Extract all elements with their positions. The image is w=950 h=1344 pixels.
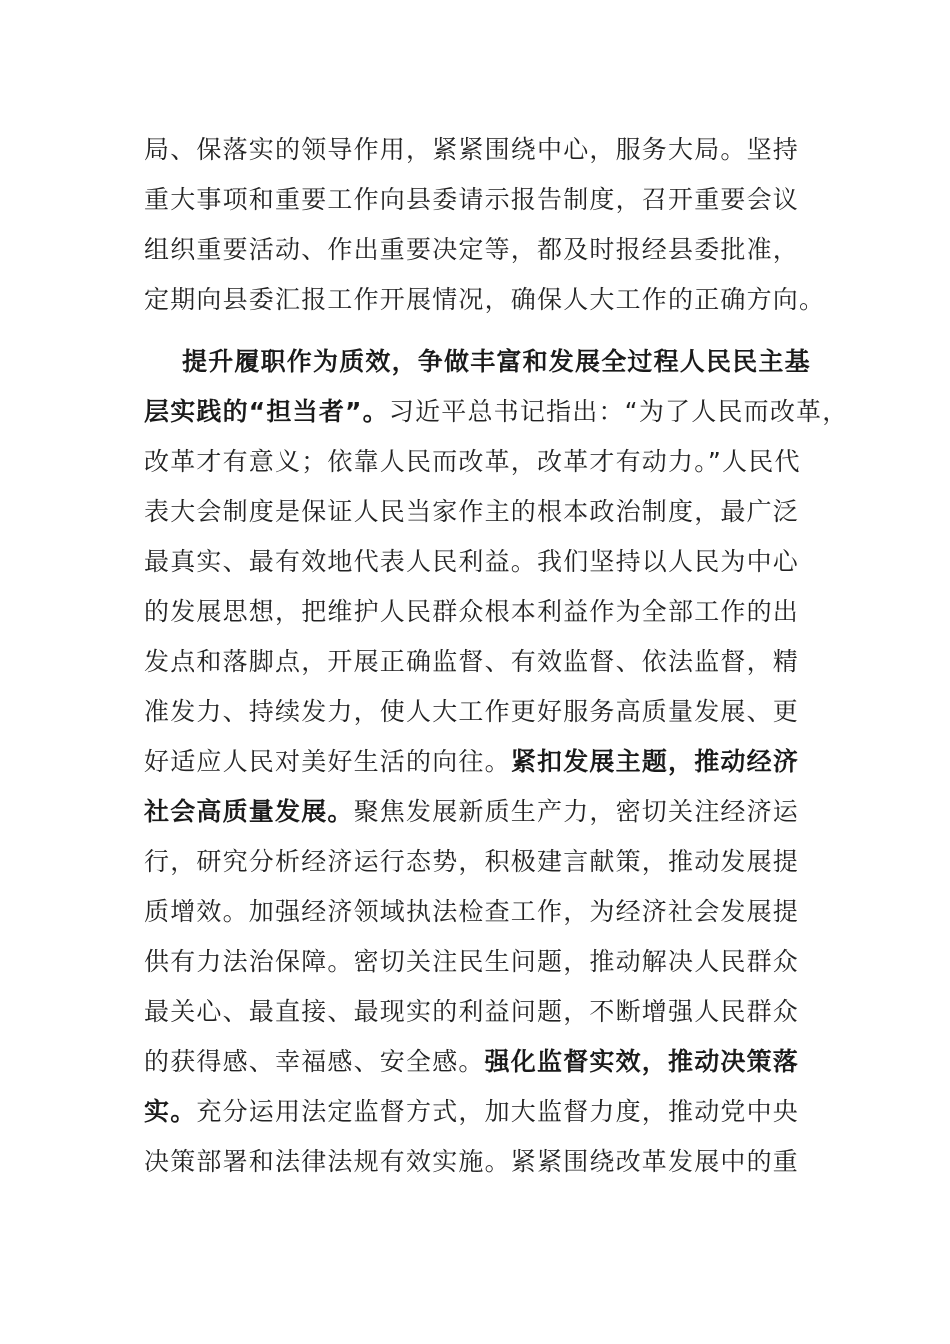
- text-line: 供有力法治保障。密切关注民生问题，推动解决人民群众: [144, 947, 800, 976]
- text-line: [144, 787, 810, 837]
- text-line: 最关心、最直接、最现实的利益问题，不断增强人民群众: [144, 997, 800, 1026]
- text-line: 发点和落脚点，开展正确监督、有效监督、依法监督，精: [144, 647, 800, 676]
- subheading-supervision-continued: 实。: [144, 1097, 197, 1126]
- paragraph-performance: [144, 337, 849, 1187]
- section-heading-continued: 层实践的“担当者”。: [144, 397, 389, 426]
- text-line: 的发展思想，把维护人民群众根本利益作为全部工作的出: [144, 597, 800, 626]
- text-line: [144, 387, 849, 437]
- paragraph-leadership: [144, 125, 826, 325]
- text-run: 聚焦发展新质生产力，密切关注经济运: [353, 797, 800, 826]
- text-line: 表大会制度是保证人民当家作主的根本政治制度，最广泛: [144, 497, 800, 526]
- text-run: 的获得感、幸福感、安全感。: [144, 1047, 485, 1076]
- subheading-supervision: 强化监督实效，推动决策落: [484, 1047, 800, 1076]
- section-heading: 提升履职作为质效，争做丰富和发展全过程人民民主基: [182, 347, 811, 376]
- text-line: 行，研究分析经济运行态势，积极建言献策，推动发展提: [144, 847, 800, 876]
- text-line: 决策部署和法律法规有效实施。紧紧围绕改革发展中的重: [144, 1147, 800, 1176]
- text-line: 组织重要活动、作出重要决定等，都及时报经县委批准，: [144, 235, 800, 264]
- text-run: 充分运用法定监督方式，加大监督力度，推动党中央: [196, 1097, 800, 1126]
- text-line: 最真实、最有效地代表人民利益。我们坚持以人民为中心: [144, 547, 800, 576]
- text-line: 质增效。加强经济领域执法检查工作，为经济社会发展提: [144, 897, 800, 926]
- subheading-economy-continued: 社会高质量发展。: [144, 797, 354, 826]
- text-line: [144, 1037, 810, 1087]
- text-line: [144, 337, 810, 387]
- text-line: 准发力、持续发力，使人大工作更好服务高质量发展、更: [144, 697, 800, 726]
- text-line: 定期向县委汇报工作开展情况，确保人大工作的正确方向。: [144, 285, 826, 314]
- text-line: 局、保落实的领导作用，紧紧围绕中心，服务大局。坚持: [144, 135, 800, 164]
- text-run: 好适应人民对美好生活的向往。: [144, 747, 511, 776]
- text-line: [144, 737, 810, 787]
- quote-intro: 习近平总书记指出：“为了人民而改革，: [388, 397, 849, 426]
- text-line: [144, 1087, 810, 1137]
- text-line: 重大事项和重要工作向县委请示报告制度，召开重要会议: [144, 185, 800, 214]
- text-line: 改革才有意义；依靠人民而改革，改革才有动力。”人民代: [144, 447, 801, 476]
- subheading-economy: 紧扣发展主题，推动经济: [510, 747, 800, 776]
